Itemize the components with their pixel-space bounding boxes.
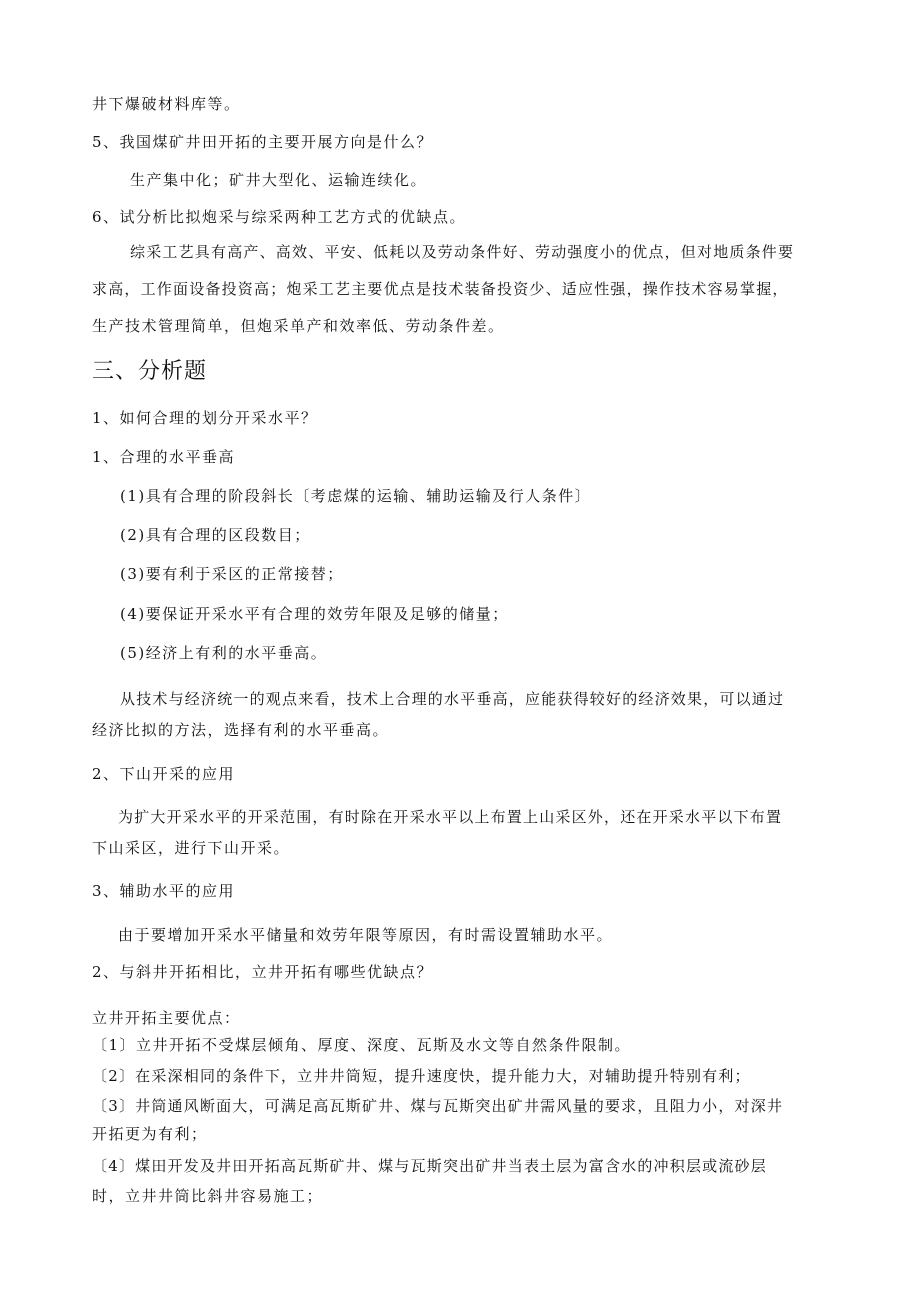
text-line: 井下爆破材料库等。 xyxy=(92,95,241,113)
list-item: (4)要保证开采水平有合理的效劳年限及足够的储量； xyxy=(120,605,509,623)
list-item: (2)具有合理的区段数目； xyxy=(120,526,311,544)
paragraph-line: 由于要增加开采水平储量和效劳年限等原因，有时需设置辅助水平。 xyxy=(118,926,614,944)
paragraph-line-2: 下山采区，进行下山开采。 xyxy=(92,839,291,857)
analysis-question-1: 1、如何合理的划分开采水平？ xyxy=(92,409,318,427)
list-item: (1)具有合理的阶段斜长〔考虑煤的运输、辅助运输及行人条件〕 xyxy=(120,487,592,505)
answer-6-line-1: 综采工艺具有高产、高效、平安、低耗以及劳动条件好、劳动强度小的优点，但对地质条件要 xyxy=(130,243,795,261)
list-item: 〔4〕煤田开发及井田开拓高瓦斯矿井、煤与瓦斯突出矿井当表土层为富含水的冲积层或流砂层 xyxy=(92,1157,767,1175)
paragraph-line-2: 经济比拟的方法，选择有利的水平垂高。 xyxy=(92,721,390,739)
question-6: 6、试分析比拟炮采与综采两种工艺方式的优缺点。 xyxy=(92,208,467,226)
list-item: 〔1〕立井开拓不受煤层倾角、厚度、深度、瓦斯及水文等自然条件限制。 xyxy=(92,1036,632,1054)
list-item: 〔3〕井筒通风断面大，可满足高瓦斯矿井、煤与瓦斯突出矿井需风量的要求，且阻力小，对深井 xyxy=(92,1097,784,1115)
subheading-2: 2、下山开采的应用 xyxy=(92,765,236,783)
list-item: (5)经济上有利的水平垂高。 xyxy=(120,644,328,662)
section-heading: 三、分析题 xyxy=(92,359,208,384)
list-item-continuation: 开拓更为有利； xyxy=(92,1125,208,1143)
paragraph-line-1: 从技术与经济统一的观点来看，技术上合理的水平垂高，应能获得较好的经济效果，可以通过 xyxy=(120,690,785,708)
answer-5: 生产集中化；矿井大型化、运输连续化。 xyxy=(130,171,428,189)
analysis-question-2: 2、与斜井开拓相比，立井开拓有哪些优缺点？ xyxy=(92,963,434,981)
paragraph-line-1: 为扩大开采水平的开采范围，有时除在开采水平以上布置上山采区外，还在开采水平以下布置 xyxy=(118,808,783,826)
subheading-advantages: 立井开拓主要优点： xyxy=(92,1009,241,1027)
list-item-continuation: 时，立井井筒比斜井容易施工； xyxy=(92,1187,324,1205)
list-item: 〔2〕在采深相同的条件下，立井井筒短，提升速度快，提升能力大，对辅助提升特别有利； xyxy=(92,1067,751,1085)
answer-6-line-2: 求高，工作面设备投资高；炮采工艺主要优点是技术装备投资少、适应性强，操作技术容易掌握， xyxy=(92,280,789,298)
list-item: (3)要有利于采区的正常接替； xyxy=(120,565,344,583)
subheading-1: 1、合理的水平垂高 xyxy=(92,448,236,466)
answer-6-line-3: 生产技术管理简单，但炮采单产和效率低、劳动条件差。 xyxy=(92,317,505,335)
subheading-3: 3、辅助水平的应用 xyxy=(92,882,236,900)
question-5: 5、我国煤矿井田开拓的主要开展方向是什么？ xyxy=(92,133,434,151)
